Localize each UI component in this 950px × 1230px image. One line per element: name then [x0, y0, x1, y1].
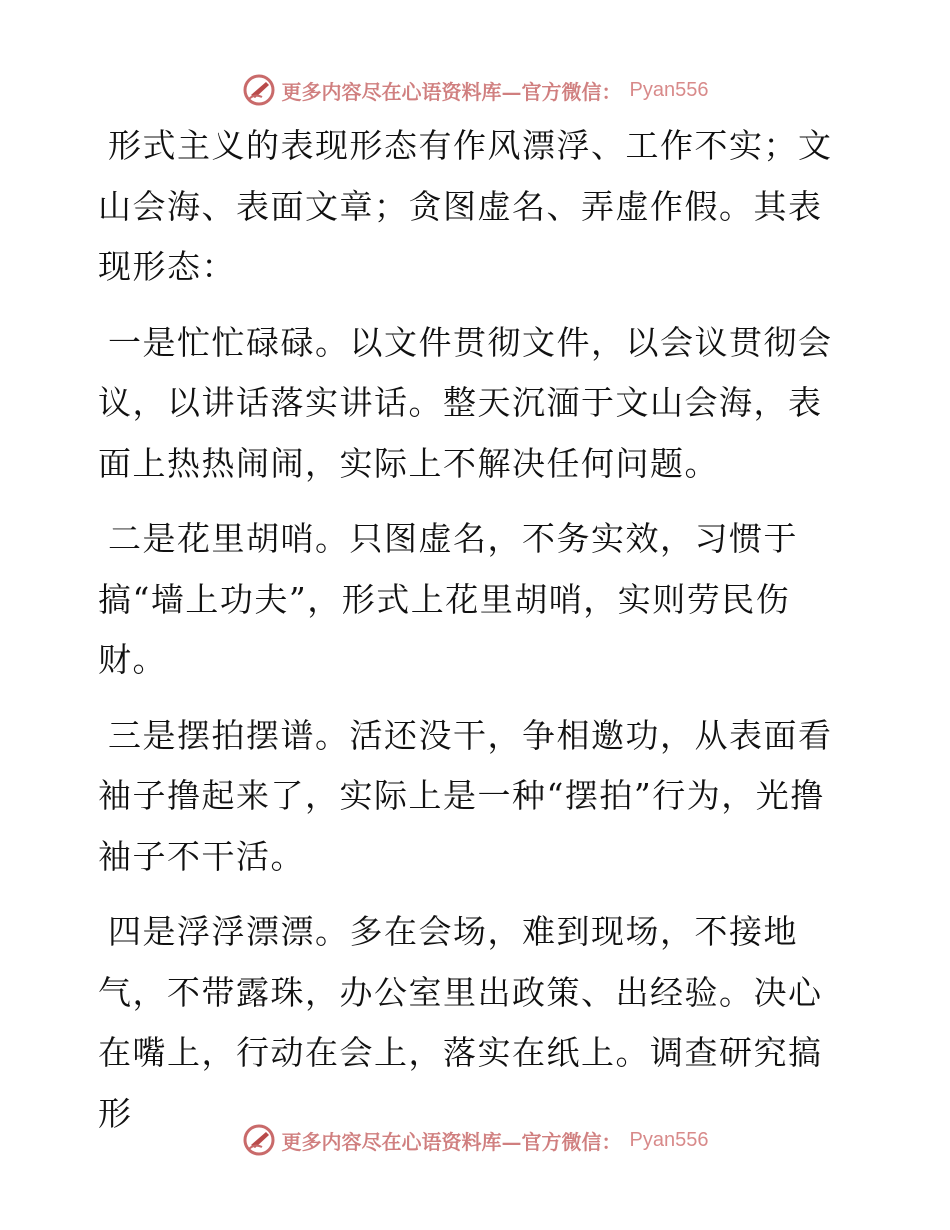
- paragraph-point-4: [98, 902, 853, 1144]
- document-body: [98, 116, 853, 1159]
- header-banner-text: 更多内容尽在心语资料库—官方微信：: [281, 79, 622, 104]
- footer-banner-text: 更多内容尽在心语资料库—官方微信：: [281, 1129, 622, 1154]
- paragraph-point-1: [98, 313, 853, 495]
- paragraph-point-4-text: 四是浮浮漂漂。多在会场，难到现场，不接地气，不带露珠，办公室里出政策、出经验。决心在嘴上，行动在会上，落实在纸上。调查研究搞形: [98, 912, 823, 1133]
- footer-banner-id: Pyan556: [629, 1128, 709, 1151]
- header-banner-id: Pyan556: [629, 78, 709, 101]
- footer-banner-inner: [242, 1123, 709, 1157]
- paragraph-point-2: [98, 509, 853, 691]
- paragraph-point-3: [98, 706, 853, 888]
- seal-logo-icon: [242, 73, 276, 107]
- paragraph-intro-text: 形式主义的表现形态有作风漂浮、工作不实；文山会海、表面文章；贪图虚名、弄虚作假。其表现形态：: [98, 126, 833, 286]
- paragraph-point-3-text: 三是摆拍摆谱。活还没干，争相邀功，从表面看袖子撸起来了，实际上是一种“摆拍”行为，光撸袖子不干活。: [98, 715, 833, 876]
- paragraph-point-1-text: 一是忙忙碌碌。以文件贯彻文件，以会议贯彻会议，以讲话落实讲话。整天沉湎于文山会海，表面上热热闹闹，实际上不解决任何问题。: [98, 322, 833, 483]
- paragraph-point-2-text: 二是花里胡哨。只图虚名，不务实效，习惯于搞“墙上功夫”，形式上花里胡哨，实则劳民伤财。: [98, 519, 798, 679]
- footer-banner: [0, 1120, 950, 1160]
- header-banner-inner: [242, 73, 709, 107]
- seal-logo-icon: [242, 1123, 276, 1157]
- paragraph-intro: [98, 116, 853, 298]
- header-banner: [0, 70, 950, 110]
